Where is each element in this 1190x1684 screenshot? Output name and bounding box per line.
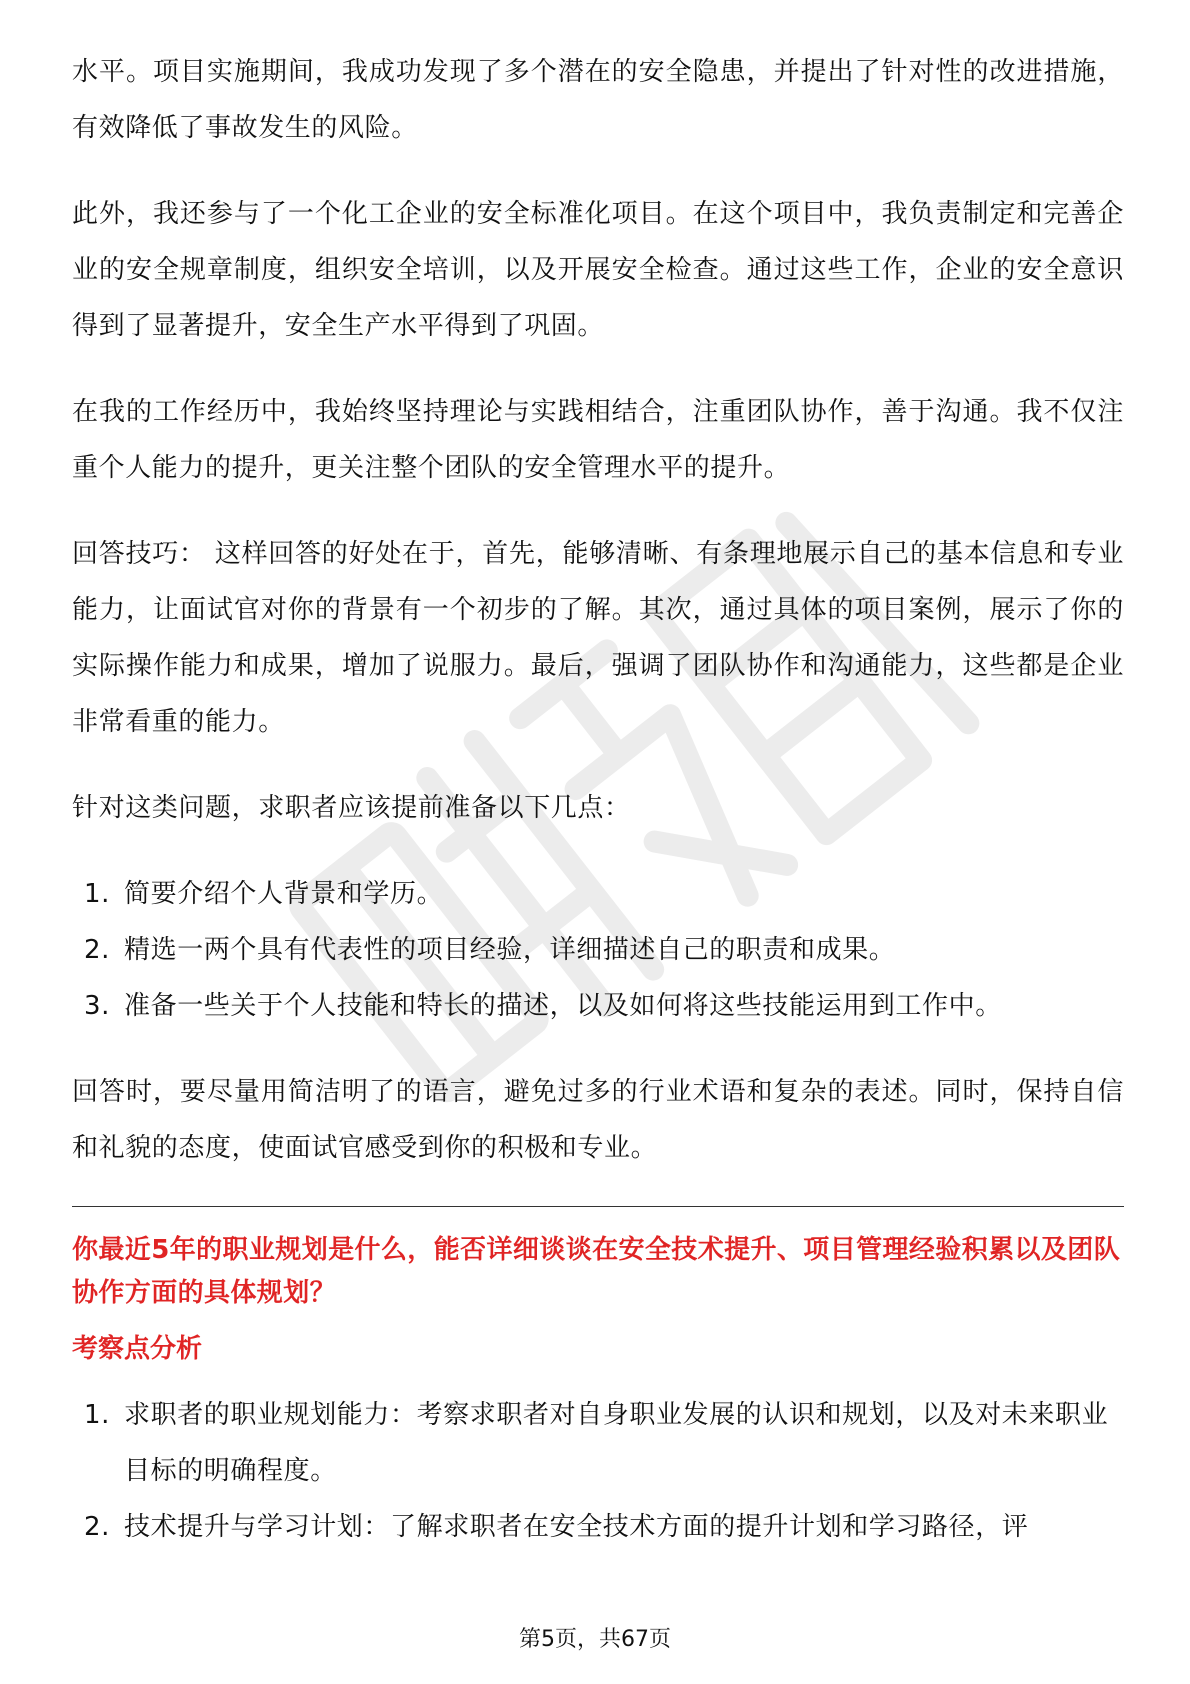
list-number: 3. [84, 991, 111, 1021]
list-number: 1. [84, 879, 111, 909]
page-footer: 第5页，共67页 [519, 1627, 671, 1652]
list-item [72, 1387, 1124, 1499]
paragraph-closing: 回答时，要尽量用简洁明了的语言，避免过多的行业术语和复杂的表述。同时，保持自信和礼貌的态度，使面试官感受到你的积极和专业。 [72, 1077, 1124, 1163]
paragraph-standardization-project: 此外，我还参与了一个化工企业的安全标准化项目。在这个项目中，我负责制定和完善企业的安全规章制度，组织安全培训，以及开展安全检查。通过这些工作，企业的安全意识得到了显著提升，安全生产水平得到了巩固。 [72, 199, 1124, 341]
list-text: 精选一两个具有代表性的项目经验，详细描述自己的职责和成果。 [124, 935, 896, 965]
list-item [72, 1499, 1124, 1555]
list-text: 技术提升与学习计划：了解求职者在安全技术方面的提升计划和学习路径，评 [124, 1512, 1029, 1542]
question-heading: 你最近5年的职业规划是什么，能否详细谈谈在安全技术提升、项目管理经验积累以及团队协作方面的具体规划？ [72, 1235, 1121, 1308]
list-item [72, 922, 1124, 978]
paragraph-work-experience: 在我的工作经历中，我始终坚持理论与实践相结合，注重团队协作，善于沟通。我不仅注重个人能力的提升，更关注整个团队的安全管理水平的提升。 [72, 397, 1124, 483]
list-text: 准备一些关于个人技能和特长的描述，以及如何将这些技能运用到工作中。 [124, 991, 1002, 1021]
prep-list [72, 866, 1124, 1034]
list-item [72, 978, 1124, 1034]
list-number: 2. [84, 1512, 111, 1542]
paragraph-answer-tips: 回答技巧： 这样回答的好处在于，首先，能够清晰、有条理地展示自己的基本信息和专业能力，让面试官对你的背景有一个初步的了解。其次，通过具体的项目案例，展示了你的实际操作能力和成果，增加了说服力。最后，强调了团队协作和沟通能力，这些都是企业非常看重的能力。 [72, 539, 1124, 737]
list-text: 简要介绍个人背景和学历。 [124, 879, 444, 909]
section-divider [72, 1206, 1124, 1207]
list-item [72, 866, 1124, 922]
paragraph-prep-intro: 针对这类问题，求职者应该提前准备以下几点： [72, 793, 631, 823]
list-number: 2. [84, 935, 111, 965]
analysis-list [72, 1387, 1124, 1555]
list-text: 求职者的职业规划能力：考察求职者对自身职业发展的认识和规划，以及对未来职业目标的明确程度。 [124, 1400, 1109, 1486]
list-number: 1. [84, 1400, 111, 1430]
analysis-heading: 考察点分析 [72, 1334, 203, 1364]
paragraph-project-result: 水平。项目实施期间，我成功发现了多个潜在的安全隐患，并提出了针对性的改进措施，有效降低了事故发生的风险。 [72, 57, 1124, 143]
document-content [72, 44, 1124, 1585]
